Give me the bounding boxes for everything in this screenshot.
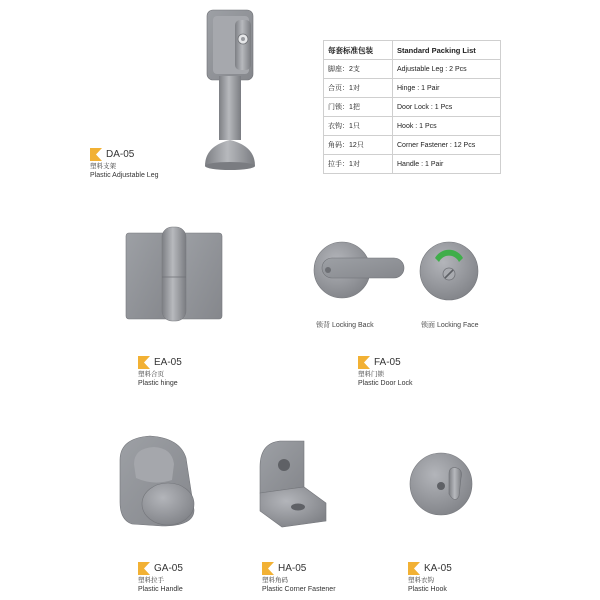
product-name-en: Plastic Handle (138, 586, 183, 593)
door-lock-face-image (418, 240, 480, 302)
product-name-en: Plastic hinge (138, 380, 178, 387)
product-name-en: Plastic Corner Fastener (262, 586, 336, 593)
packing-cell-en: Handle : 1 Pair (393, 155, 501, 174)
product-name-en: Plastic Hook (408, 586, 447, 593)
product-name-cn: 塑料角码 (262, 577, 288, 584)
product-label-ga-05 (138, 562, 183, 594)
packing-cell-en: Hook : 1 Pcs (393, 117, 501, 136)
product-code: DA-05 (106, 149, 135, 160)
product-name-cn: 塑料拉手 (138, 577, 164, 584)
label-marker-icon (138, 356, 152, 369)
packing-row (324, 117, 501, 136)
label-marker-icon (358, 356, 372, 369)
label-marker-icon (262, 562, 276, 575)
product-label-ka-05 (408, 562, 452, 594)
packing-cell-en: Door Lock : 1 Pcs (393, 98, 501, 117)
packing-cell-cn: 角码：12只 (324, 136, 393, 155)
hook-image (405, 448, 477, 520)
packing-cell-cn: 脚座：2支 (324, 60, 393, 79)
locking-back-caption: 锁背 Locking Back (316, 322, 374, 329)
packing-header-en: Standard Packing List (393, 41, 501, 60)
locking-face-caption: 锁面 Locking Face (421, 322, 479, 329)
hinge-image (120, 225, 230, 325)
packing-header-cn: 每套标准包装 (324, 41, 393, 60)
packing-cell-en: Hinge : 1 Pair (393, 79, 501, 98)
handle-image (110, 430, 205, 530)
label-marker-icon (138, 562, 152, 575)
packing-list-table (323, 40, 501, 174)
packing-list-header-row (324, 41, 501, 60)
product-name-cn: 塑料合页 (138, 371, 164, 378)
product-name-en: Plastic Adjustable Leg (90, 172, 159, 179)
packing-row (324, 155, 501, 174)
packing-cell-cn: 合页：1对 (324, 79, 393, 98)
packing-row (324, 136, 501, 155)
product-code: GA-05 (154, 563, 183, 574)
product-code: HA-05 (278, 563, 307, 574)
product-code: KA-05 (424, 563, 452, 574)
label-marker-icon (408, 562, 422, 575)
product-name-cn: 塑料门锁 (358, 371, 384, 378)
packing-cell-en: Adjustable Leg : 2 Pcs (393, 60, 501, 79)
product-label-ea-05 (138, 356, 182, 388)
product-name-cn: 塑料衣钩 (408, 577, 434, 584)
product-label-ha-05 (262, 562, 336, 594)
door-lock-back-image (312, 238, 407, 303)
packing-row (324, 79, 501, 98)
packing-cell-en: Corner Fastener : 12 Pcs (393, 136, 501, 155)
packing-cell-cn: 门锁：1把 (324, 98, 393, 117)
product-name-cn: 塑料支架 (90, 163, 116, 170)
packing-cell-cn: 拉手：1对 (324, 155, 393, 174)
product-code: EA-05 (154, 357, 182, 368)
label-marker-icon (90, 148, 104, 161)
product-name-en: Plastic Door Lock (358, 380, 413, 387)
packing-row (324, 98, 501, 117)
product-label-fa-05 (358, 356, 412, 388)
packing-cell-cn: 衣钩：1只 (324, 117, 393, 136)
adjustable-leg-image (195, 6, 285, 171)
corner-fastener-image (252, 437, 332, 529)
product-code: FA-05 (374, 357, 401, 368)
packing-row (324, 60, 501, 79)
product-label-da-05 (90, 148, 159, 180)
